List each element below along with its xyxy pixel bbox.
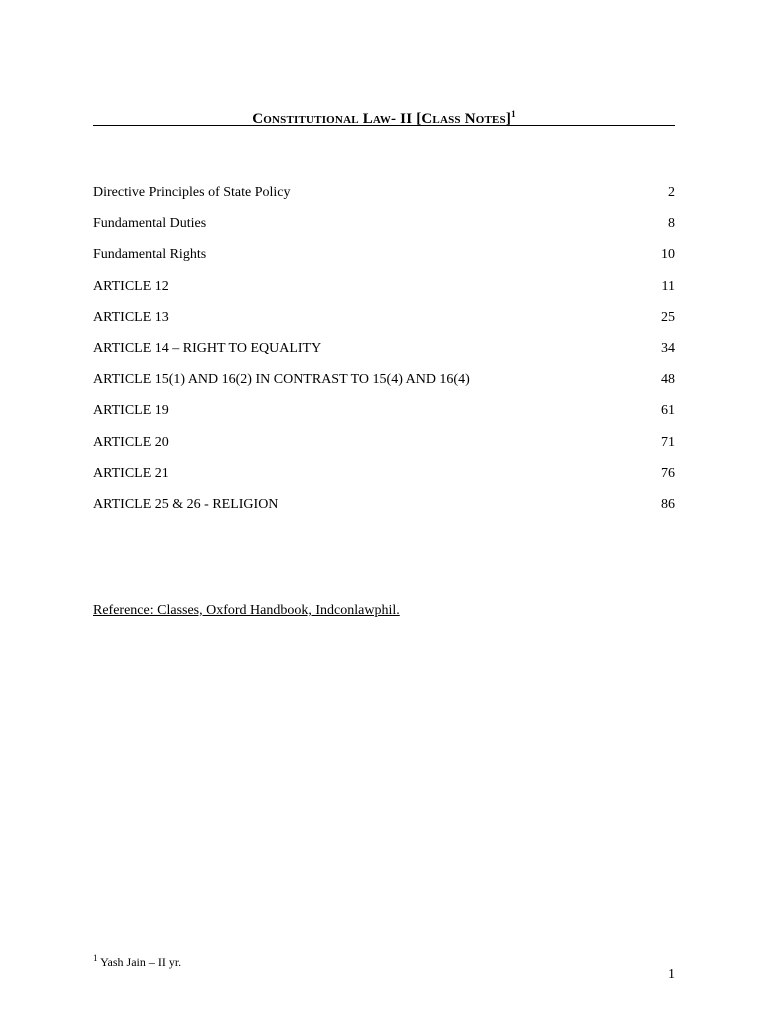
toc-entry-page: 10 xyxy=(661,247,675,263)
toc-entry-label: Fundamental Rights xyxy=(93,247,207,263)
toc-entry-label: ARTICLE 19 xyxy=(93,403,169,419)
toc-entry-page: 86 xyxy=(661,496,675,512)
toc-entry-label: Directive Principles of State Policy xyxy=(93,185,291,200)
title-footnote-marker[interactable]: 1 xyxy=(511,109,516,119)
toc-entry-page: 25 xyxy=(661,309,675,325)
toc-entry xyxy=(93,307,675,338)
table-of-contents xyxy=(93,182,675,525)
toc-entry xyxy=(93,338,675,369)
page-number: 1 xyxy=(668,967,675,982)
toc-entry-label: ARTICLE 15(1) AND 16(2) IN CONTRAST TO 15(4) AND 16(4) xyxy=(93,372,470,388)
toc-entry-page: 34 xyxy=(661,340,675,356)
footnote-marker: 1 xyxy=(93,953,98,963)
toc-entry-label: ARTICLE 25 & 26 - RELIGION xyxy=(93,496,279,512)
toc-entry-page: 76 xyxy=(661,465,675,481)
footnote xyxy=(93,949,181,971)
toc-entry-label: ARTICLE 14 – RIGHT TO EQUALITY xyxy=(93,340,322,356)
toc-entry-label: Fundamental Duties xyxy=(93,216,207,232)
toc-entry-page: 61 xyxy=(661,403,675,419)
toc-entry xyxy=(93,494,675,525)
toc-entry-page: 8 xyxy=(668,216,675,232)
toc-entry-page: 71 xyxy=(661,434,675,450)
toc-entry xyxy=(93,463,675,494)
toc-entry xyxy=(93,244,675,275)
toc-entry-page: 48 xyxy=(661,372,675,388)
toc-entry-label: ARTICLE 20 xyxy=(93,434,169,450)
toc-entry-page: 11 xyxy=(661,278,675,294)
document-title-text: Constitutional Law- II [Class Notes] xyxy=(252,111,512,127)
toc-entry xyxy=(93,182,675,213)
title-rule xyxy=(93,125,675,126)
toc-entry-label: ARTICLE 12 xyxy=(93,278,169,294)
toc-entry-page: 2 xyxy=(668,185,675,200)
toc-entry xyxy=(93,400,675,431)
toc-entry-label: ARTICLE 21 xyxy=(93,465,169,481)
reference-line: Reference: Classes, Oxford Handbook, Indconlawphil. xyxy=(93,603,400,618)
toc-entry-label: ARTICLE 13 xyxy=(93,309,169,325)
toc-entry xyxy=(93,213,675,244)
toc-entry xyxy=(93,369,675,400)
footnote-text: Yash Jain – II yr. xyxy=(100,955,182,969)
toc-entry xyxy=(93,276,675,307)
toc-entry xyxy=(93,432,675,463)
